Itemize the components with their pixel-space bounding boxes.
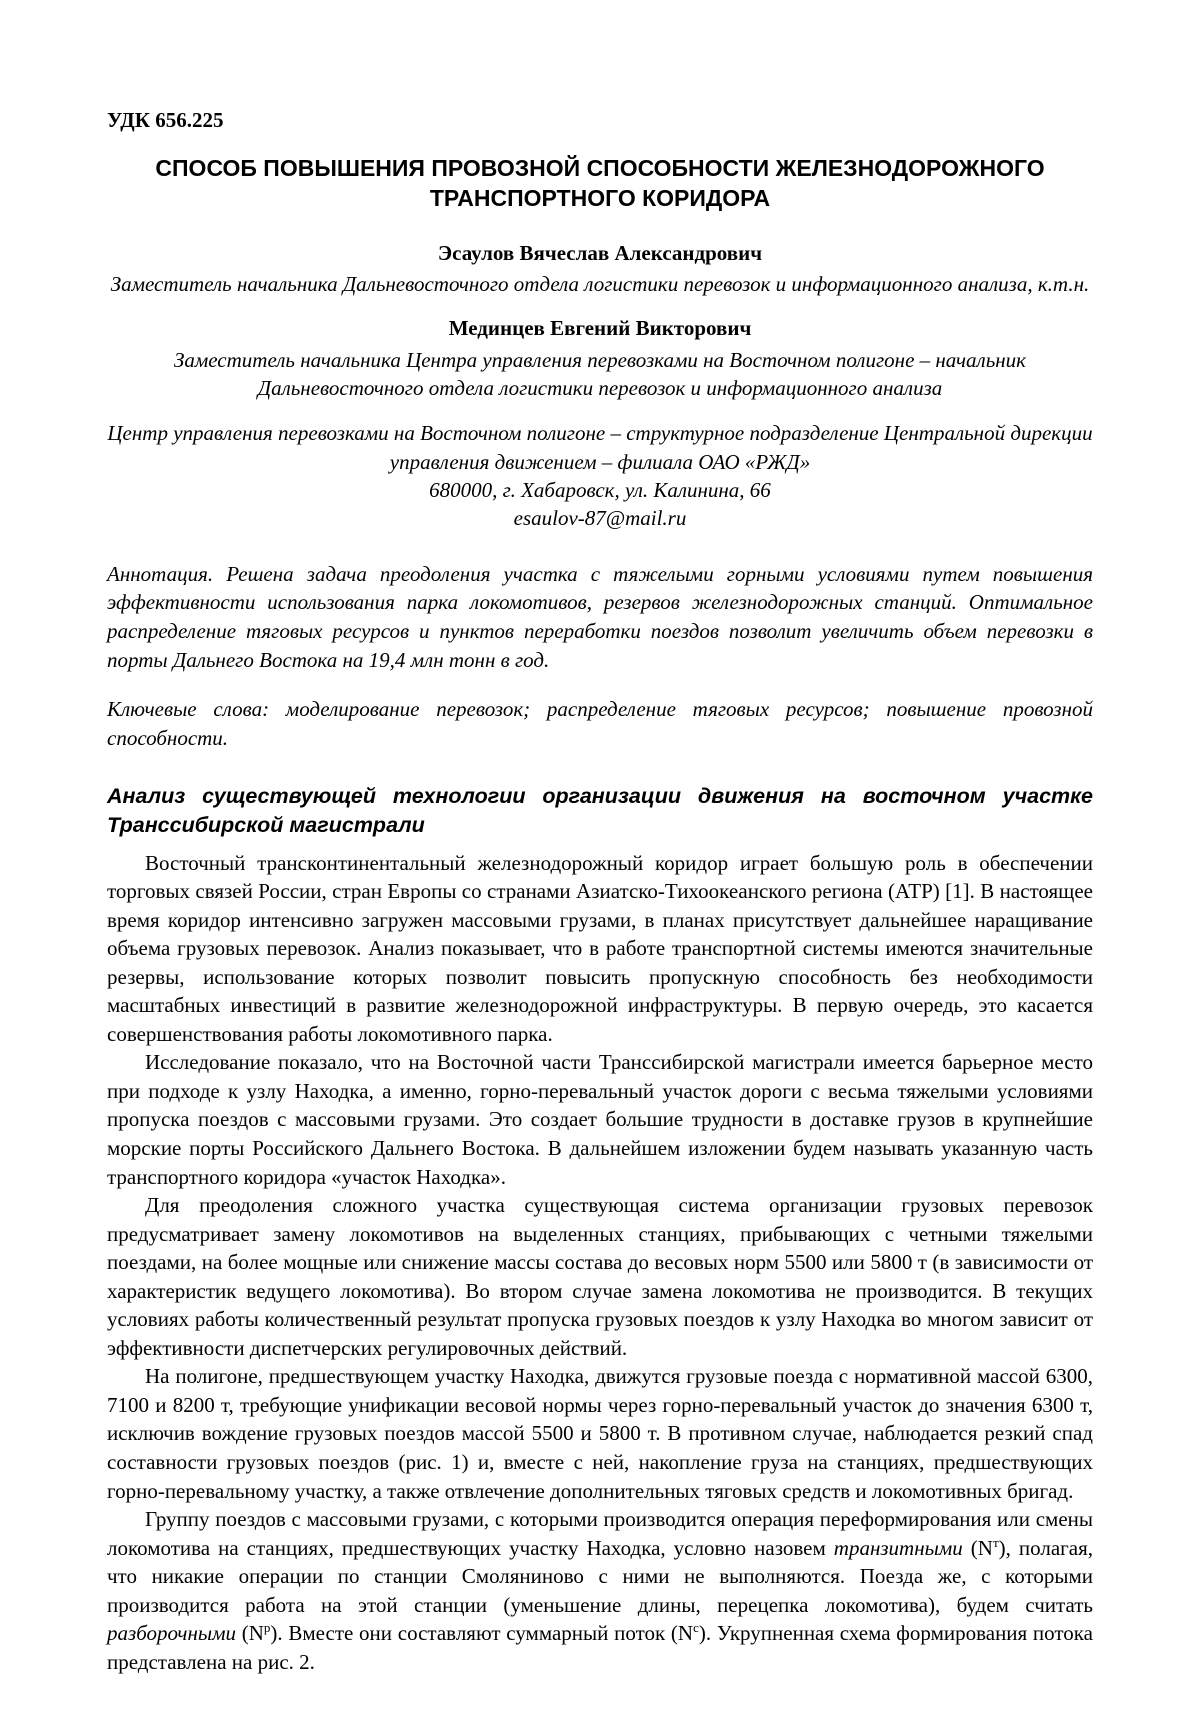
text-run: Для преодоления сложного участка существующая система организации грузовых перевозок предусматривает замену локомотивов на выделенных станциях, прибывающих с четными тяжелыми поездами, на более мощные или снижение массы состава до весовых норм 5500 или 5800 т (в зависимости от характеристик ведущего локомотива). Во втором случае замена локомотива не производится. В текущих условиях работы количественный результат пропуска грузовых поездов к узлу Находка во многом зависит от эффективности диспетчерских регулировочных действий. [107, 1193, 1093, 1360]
italic-run: транзитными [833, 1535, 963, 1560]
text-run: ). Вместе они составляют суммарный поток (N [270, 1621, 694, 1646]
text-run: Восточный трансконтинентальный железнодорожный коридор играет большую роль в обеспечении торговых связей России, стран Европы со странами Азиатско-Тихоокеанского региона (АТР) [1]. В настоящее время коридор интенсивно загружен массовыми грузами, в планах присутствует дальнейшее наращивание объема грузовых перевозок. Анализ показывает, что в работе транспортной системы имеются значительные резервы, использование которых позволит повысить пропускную способность без необходимости масштабных инвестиций в развитие железнодорожной инфраструктуры. В первую очередь, это касается совершенствования работы локомотивного парка. [107, 850, 1093, 1046]
paragraph [107, 1191, 1093, 1362]
author-role: Заместитель начальника Дальневосточного отдела логистики перевозок и информационного анализа, к.т.н. [110, 272, 1090, 297]
paragraph [107, 1505, 1093, 1676]
affiliation-block [107, 419, 1093, 532]
text-run: ), полагая, что никакие операции по станции Смоляниново с ними не выполняются. Поезда же, с которыми производится работа на этой станции (уменьшение длины, перецепка локомотива), будем считать [107, 1535, 1093, 1617]
text-run: (N [236, 1621, 264, 1646]
paper-title: СПОСОБ ПОВЫШЕНИЯ ПРОВОЗНОЙ СПОСОБНОСТИ ЖЕЛЕЗНОДОРОЖНОГО ТРАНСПОРТНОГО КОРИДОРА [155, 155, 1045, 212]
text-run: Исследование показало, что на Восточной части Транссибирской магистрали имеется барьерное место при подходе к узлу Находка, а именно, горно-перевальный участок дороги с весьма тяжелыми условиями пропуска поездов с массовыми грузами. Это создает большие трудности в доставке грузов в крупнейшие морские порты Российского Дальнего Востока. В дальнейшем изложении будем называть указанную часть транспортного коридора «участок Находка». [107, 1050, 1093, 1189]
author-name: Мединцев Евгений Викторович [448, 316, 752, 341]
superscript-run: с [693, 1620, 699, 1636]
superscript-run: р [263, 1620, 271, 1636]
author-role: Заместитель начальника Центра управления перевозками на Восточном полигоне – начальник Дальневосточного отдела логистики перевозок и информационного анализа [173, 347, 1027, 400]
author-block-2 [107, 315, 1093, 402]
text-run: На полигоне, предшествующем участку Находка, движутся грузовые поезда с нормативной массой 6300, 7100 и 8200 т, требующие унификации весовой нормы через горно-перевальный участок до значения 6300 т, исключив вождение грузовых поездов массой 5500 и 5800 т. В противном случае, наблюдается резкий спад составности грузовых поездов (рис. 1) и, вместе с ней, накопление груза на станциях, предшествующих горно-перевальному участку, а также отвлечение дополнительных тяговых средств и локомотивных бригад. [107, 1364, 1093, 1503]
superscript-run: т [992, 1534, 999, 1550]
author-block-1 [107, 240, 1093, 299]
abstract: Аннотация. Решена задача преодоления участка с тяжелыми горными условиями путем повышения эффективности использования парка локомотивов, резервов железнодорожных станций. Оптимальное распределение тяговых ресурсов и пунктов переработки поездов позволит увеличить объем перевозки в порты Дальнего Востока на 19,4 млн тонн в год. [107, 561, 1093, 673]
body-paragraphs [107, 849, 1093, 1677]
text-run: ). Укрупненная схема формирования потока представлена на рис. 2. [107, 1621, 1094, 1674]
address: 680000, г. Хабаровск, ул. Калинина, 66 [429, 478, 771, 503]
text-run: (N [962, 1535, 993, 1560]
keywords: Ключевые слова: моделирование перевозок; распределение тяговых ресурсов; повышение провозной способности. [107, 696, 1093, 750]
affiliation: Центр управления перевозками на Восточном полигоне – структурное подразделение Центральной дирекции управления движением – филиала ОАО «РЖД» [107, 421, 1093, 474]
paragraph [107, 1362, 1093, 1505]
text-run: Группу поездов с массовыми грузами, с которыми производится операция переформирования или смены локомотива на станциях, предшествующих участку Находка, условно назовем [107, 1507, 1093, 1560]
italic-run: разборочными [107, 1621, 236, 1646]
author-name: Эсаулов Вячеслав Александрович [437, 240, 763, 265]
email: esaulov-87@mail.ru [513, 506, 687, 531]
paragraph [107, 849, 1093, 1049]
section-heading: Анализ существующей технологии организации движения на восточном участке Транссибирской магистрали [107, 784, 1093, 837]
udc-number: УДК 656.225 [107, 108, 224, 132]
paragraph [107, 1048, 1093, 1191]
